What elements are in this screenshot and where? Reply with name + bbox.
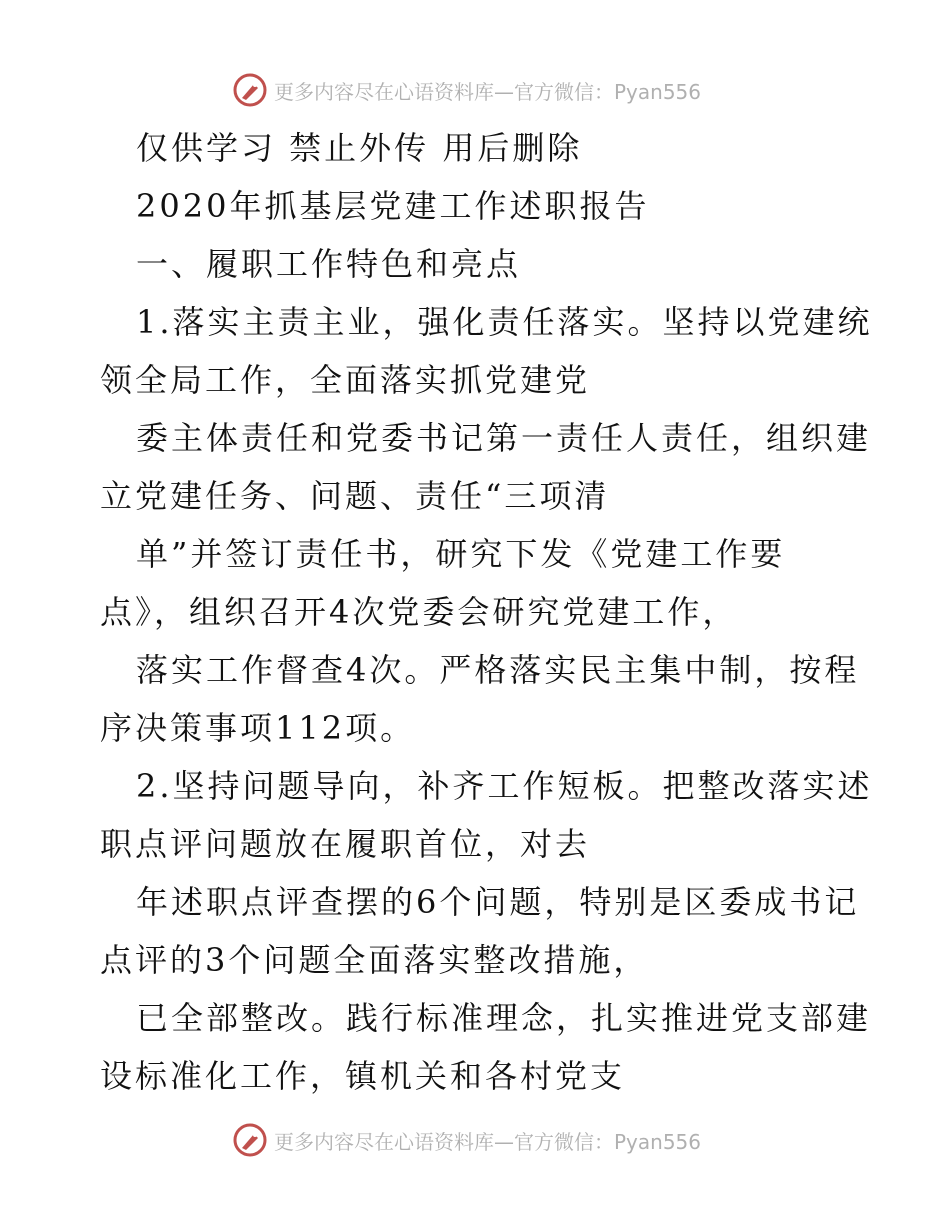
paragraph-line: 年述职点评查摆的6个问题，特别是区委成书记 xyxy=(136,883,860,921)
document-title: 2020年抓基层党建工作述职报告 xyxy=(136,187,650,225)
paragraph-line: 领全局工作，全面落实抓党建党 xyxy=(100,361,591,399)
paragraph-line: 序决策事项112项。 xyxy=(100,709,416,747)
paragraph-line: 立党建任务、问题、责任“三项清 xyxy=(100,477,610,515)
paragraph-line: 点》，组织召开4次党委会研究党建工作， xyxy=(100,593,738,631)
pen-nib-logo-icon xyxy=(232,1122,268,1158)
paragraph-line: 点评的3个问题全面落实整改措施， xyxy=(100,941,649,979)
watermark-text: 更多内容尽在心语资料库—官方微信：Pyan556 xyxy=(274,79,702,104)
watermark-text: 更多内容尽在心语资料库—官方微信：Pyan556 xyxy=(274,1129,702,1154)
paragraph-line: 委主体责任和党委书记第一责任人责任，组织建 xyxy=(136,419,872,457)
paragraph-line: 1.落实主责主业，强化责任落实。坚持以党建统 xyxy=(136,303,873,341)
paragraph-line: 落实工作督查4次。严格落实民主集中制，按程 xyxy=(136,651,860,689)
restriction-notice: 仅供学习 禁止外传 用后删除 xyxy=(136,129,583,167)
paragraph-line: 单”并签订责任书，研究下发《党建工作要 xyxy=(136,535,786,573)
watermark-footer xyxy=(232,1120,701,1160)
paragraph-line: 设标准化工作，镇机关和各村党支 xyxy=(100,1057,626,1095)
section-heading: 一、履职工作特色和亮点 xyxy=(136,245,522,283)
paragraph-line: 已全部整改。践行标准理念，扎实推进党支部建 xyxy=(136,999,872,1037)
paragraph-line: 职点评问题放在履职首位，对去 xyxy=(100,825,591,863)
paragraph-line: 2.坚持问题导向，补齐工作短板。把整改落实述 xyxy=(136,767,873,805)
